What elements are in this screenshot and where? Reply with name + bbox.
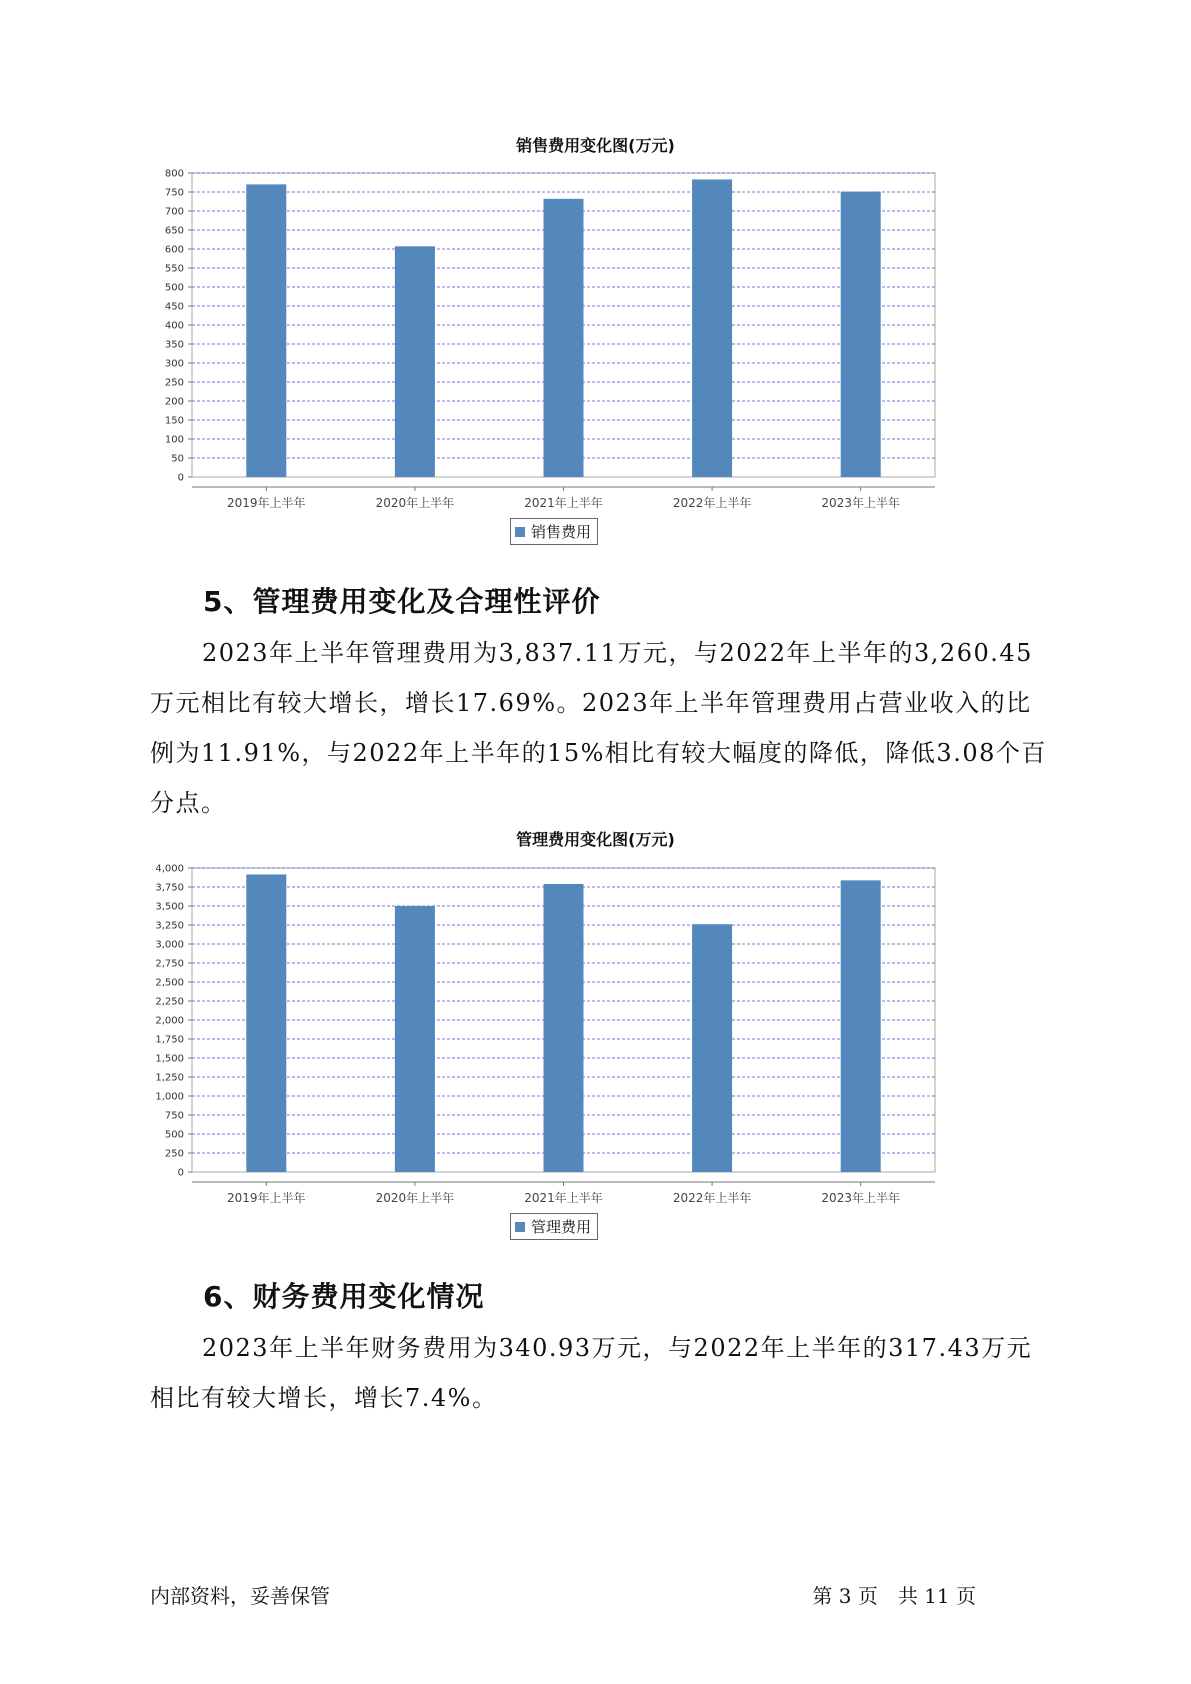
y-tick-label: 250 [164,377,184,389]
y-tick-label: 0 [177,472,184,484]
bar-2023年上半年 [841,880,881,1172]
y-tick-label: 650 [164,225,184,237]
y-tick-label: 100 [164,434,184,446]
y-tick-label: 600 [164,244,184,256]
x-tick-label: 2023年上半年 [821,1191,900,1205]
y-tick-label: 3,250 [155,920,184,932]
y-tick-label: 1,250 [155,1072,184,1084]
x-tick-label: 2019年上半年 [227,1191,306,1205]
y-tick-label: 250 [164,1148,184,1160]
y-tick-label: 1,500 [155,1053,184,1065]
legend-swatch [515,1222,525,1232]
sales-chart-title: 销售费用变化图(万元) [516,136,675,155]
section-paragraph-finance: 2023年上半年财务费用为340.93万元，与2022年上半年的317.43万元相比有较大增长，增长7.4%。 [150,1334,1033,1412]
y-tick-label: 0 [177,1167,184,1179]
y-tick-label: 350 [164,339,184,351]
x-tick-label: 2019年上半年 [227,496,306,510]
y-tick-label: 500 [164,282,184,294]
y-tick-label: 1,000 [155,1091,184,1103]
legend-label: 销售费用 [531,523,592,541]
y-tick-label: 2,000 [155,1015,184,1027]
bar-2020年上半年 [395,906,435,1172]
y-tick-label: 2,250 [155,996,184,1008]
y-tick-label: 3,000 [155,939,184,951]
x-tick-label: 2023年上半年 [821,496,900,510]
y-tick-label: 500 [164,1129,184,1141]
section-paragraph-admin: 2023年上半年管理费用为3,837.11万元，与2022年上半年的3,260.45万元相比有较大增长，增长17.69%。2023年上半年管理费用占营业收入的比例为11.91%，与2022年上半年的15%相比有较大幅度的降低，降低3.08个百分点。 [150,639,1047,817]
sales-chart-legend [510,518,598,545]
bar-2021年上半年 [544,199,584,477]
footer-confidential-note: 内部资料，妥善保管 [150,1584,330,1608]
x-tick-label: 2022年上半年 [672,496,752,510]
y-tick-label: 200 [164,396,184,408]
y-tick-label: 2,500 [155,977,184,989]
x-tick-label: 2020年上半年 [375,1191,455,1205]
bar-2020年上半年 [395,246,435,477]
y-tick-label: 750 [164,187,184,199]
sales-bar-chart [160,165,950,510]
bar-2022年上半年 [692,924,732,1172]
x-tick-label: 2022年上半年 [672,1191,752,1205]
y-tick-label: 750 [164,1110,184,1122]
y-tick-label: 50 [171,453,184,465]
y-tick-label: 4,000 [155,863,184,875]
bar-2021年上半年 [544,884,584,1172]
y-tick-label: 300 [164,358,184,370]
y-tick-label: 1,750 [155,1034,184,1046]
admin-bar-chart [155,860,950,1205]
admin-chart-title: 管理费用变化图(万元) [516,830,675,849]
section-heading-admin: 5、管理费用变化及合理性评价 [203,585,601,618]
legend-swatch [515,527,525,537]
y-tick-label: 150 [164,415,184,427]
bar-2019年上半年 [246,874,286,1172]
footer-page-number: 第 3 页 共 11 页 [812,1584,976,1608]
x-tick-label: 2021年上半年 [524,1191,603,1205]
admin-chart-legend [510,1213,598,1240]
y-tick-label: 3,500 [155,901,184,913]
bar-2023年上半年 [841,192,881,477]
y-tick-label: 450 [164,301,184,313]
legend-label: 管理费用 [531,1218,592,1236]
section-heading-finance: 6、财务费用变化情况 [203,1280,485,1313]
y-tick-label: 400 [164,320,184,332]
bar-2019年上半年 [246,184,286,477]
y-tick-label: 550 [164,263,184,275]
y-tick-label: 2,750 [155,958,184,970]
bar-2022年上半年 [692,179,732,477]
y-tick-label: 3,750 [155,882,184,894]
x-tick-label: 2021年上半年 [524,496,603,510]
y-tick-label: 700 [164,206,184,218]
y-tick-label: 800 [164,168,184,180]
x-tick-label: 2020年上半年 [375,496,455,510]
